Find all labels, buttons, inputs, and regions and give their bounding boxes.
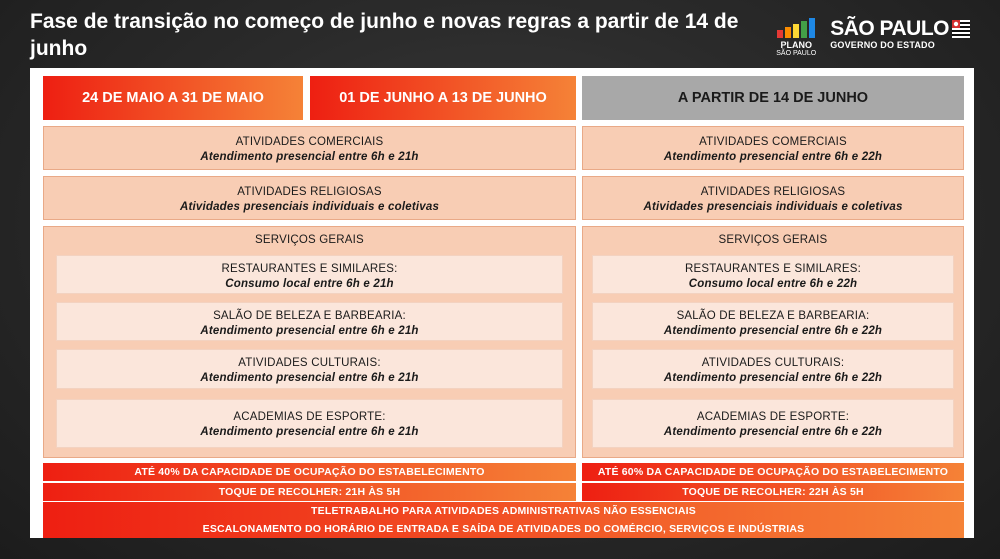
left-culturais-box <box>56 349 563 389</box>
right-salao-label: SALÃO DE BELEZA E BARBEARIA: <box>676 310 870 322</box>
right-academias-detail: Atendimento presencial entre 6h e 22h <box>663 426 883 438</box>
plano-sao-paulo-logo <box>776 18 816 58</box>
left-salao-label: SALÃO DE BELEZA E BARBEARIA: <box>213 310 406 322</box>
right-religiosas-box <box>582 176 964 220</box>
page-title: Fase de transição no começo de junho e novas regras a partir de 14 de junho <box>30 10 739 60</box>
right-salao-detail: Atendimento presencial entre 6h e 22h <box>663 325 883 337</box>
left-comerciais-label: ATIVIDADES COMERCIAIS <box>235 136 384 148</box>
sao-paulo-flag-icon <box>952 20 970 38</box>
logos <box>776 18 970 58</box>
left-salao-box <box>56 302 563 341</box>
footer-escalonamento-band: ESCALONAMENTO DO HORÁRIO DE ENTRADA E SAÍDA DE ATIVIDADES DO COMÉRCIO, SERVIÇOS E INDÚSTRIAS <box>43 520 964 538</box>
plano-logo-line1: PLANO <box>780 40 812 50</box>
right-servicos-label: SERVIÇOS GERAIS <box>718 234 828 246</box>
left-restaurantes-label: RESTAURANTES E SIMILARES: <box>221 263 398 275</box>
right-religiosas-detail: Atividades presenciais individuais e coletivas <box>643 201 903 213</box>
right-religiosas-label: ATIVIDADES RELIGIOSAS <box>700 186 846 198</box>
right-comerciais-detail: Atendimento presencial entre 6h e 22h <box>663 151 883 163</box>
period-header-2: 01 DE JUNHO A 13 DE JUNHO <box>310 76 576 120</box>
left-culturais-label: ATIVIDADES CULTURAIS: <box>238 357 381 369</box>
right-academias-label: ACADEMIAS DE ESPORTE: <box>696 411 850 423</box>
sp-logo-line1: SÃO PAULO <box>830 17 949 40</box>
left-academias-detail: Atendimento presencial entre 6h e 21h <box>200 426 419 438</box>
right-culturais-label: ATIVIDADES CULTURAIS: <box>701 357 845 369</box>
right-restaurantes-box <box>592 255 954 294</box>
governo-sp-logo <box>830 18 970 50</box>
right-comerciais-box <box>582 126 964 170</box>
left-religiosas-label: ATIVIDADES RELIGIOSAS <box>237 186 382 198</box>
right-restaurantes-label: RESTAURANTES E SIMILARES: <box>684 263 862 275</box>
right-toque-band: TOQUE DE RECOLHER: 22H ÀS 5H <box>582 483 964 501</box>
plano-bars-icon <box>777 18 815 38</box>
left-academias-box <box>56 399 563 448</box>
left-culturais-detail: Atendimento presencial entre 6h e 21h <box>200 372 419 384</box>
right-salao-box <box>592 302 954 341</box>
footer-teletrabalho-band: TELETRABALHO PARA ATIVIDADES ADMINISTRATIVAS NÃO ESSENCIAIS <box>43 502 964 520</box>
left-religiosas-detail: Atividades presenciais individuais e coletivas <box>179 201 440 213</box>
left-religiosas-box <box>43 176 576 220</box>
right-comerciais-label: ATIVIDADES COMERCIAIS <box>699 136 847 148</box>
right-culturais-box <box>592 349 954 389</box>
period-header-3: A PARTIR DE 14 DE JUNHO <box>582 76 964 120</box>
left-restaurantes-box <box>56 255 563 294</box>
right-culturais-detail: Atendimento presencial entre 6h e 22h <box>663 372 883 384</box>
left-comerciais-detail: Atendimento presencial entre 6h e 21h <box>200 151 419 163</box>
left-restaurantes-detail: Consumo local entre 6h e 21h <box>225 278 394 290</box>
right-restaurantes-detail: Consumo local entre 6h e 22h <box>688 278 858 290</box>
left-comerciais-box <box>43 126 576 170</box>
sp-logo-line2: GOVERNO DO ESTADO <box>830 40 935 50</box>
left-academias-label: ACADEMIAS DE ESPORTE: <box>233 411 386 423</box>
left-capacidade-band: ATÉ 40% DA CAPACIDADE DE OCUPAÇÃO DO ESTABELECIMENTO <box>43 463 576 481</box>
plano-logo-line2: SÃO PAULO <box>776 50 817 57</box>
right-capacidade-band: ATÉ 60% DA CAPACIDADE DE OCUPAÇÃO DO ESTABELECIMENTO <box>582 463 964 481</box>
right-academias-box <box>592 399 954 448</box>
left-servicos-label: SERVIÇOS GERAIS <box>255 234 364 246</box>
period-header-1: 24 DE MAIO A 31 DE MAIO <box>43 76 303 120</box>
left-toque-band: TOQUE DE RECOLHER: 21H ÀS 5H <box>43 483 576 501</box>
left-salao-detail: Atendimento presencial entre 6h e 21h <box>200 325 419 337</box>
